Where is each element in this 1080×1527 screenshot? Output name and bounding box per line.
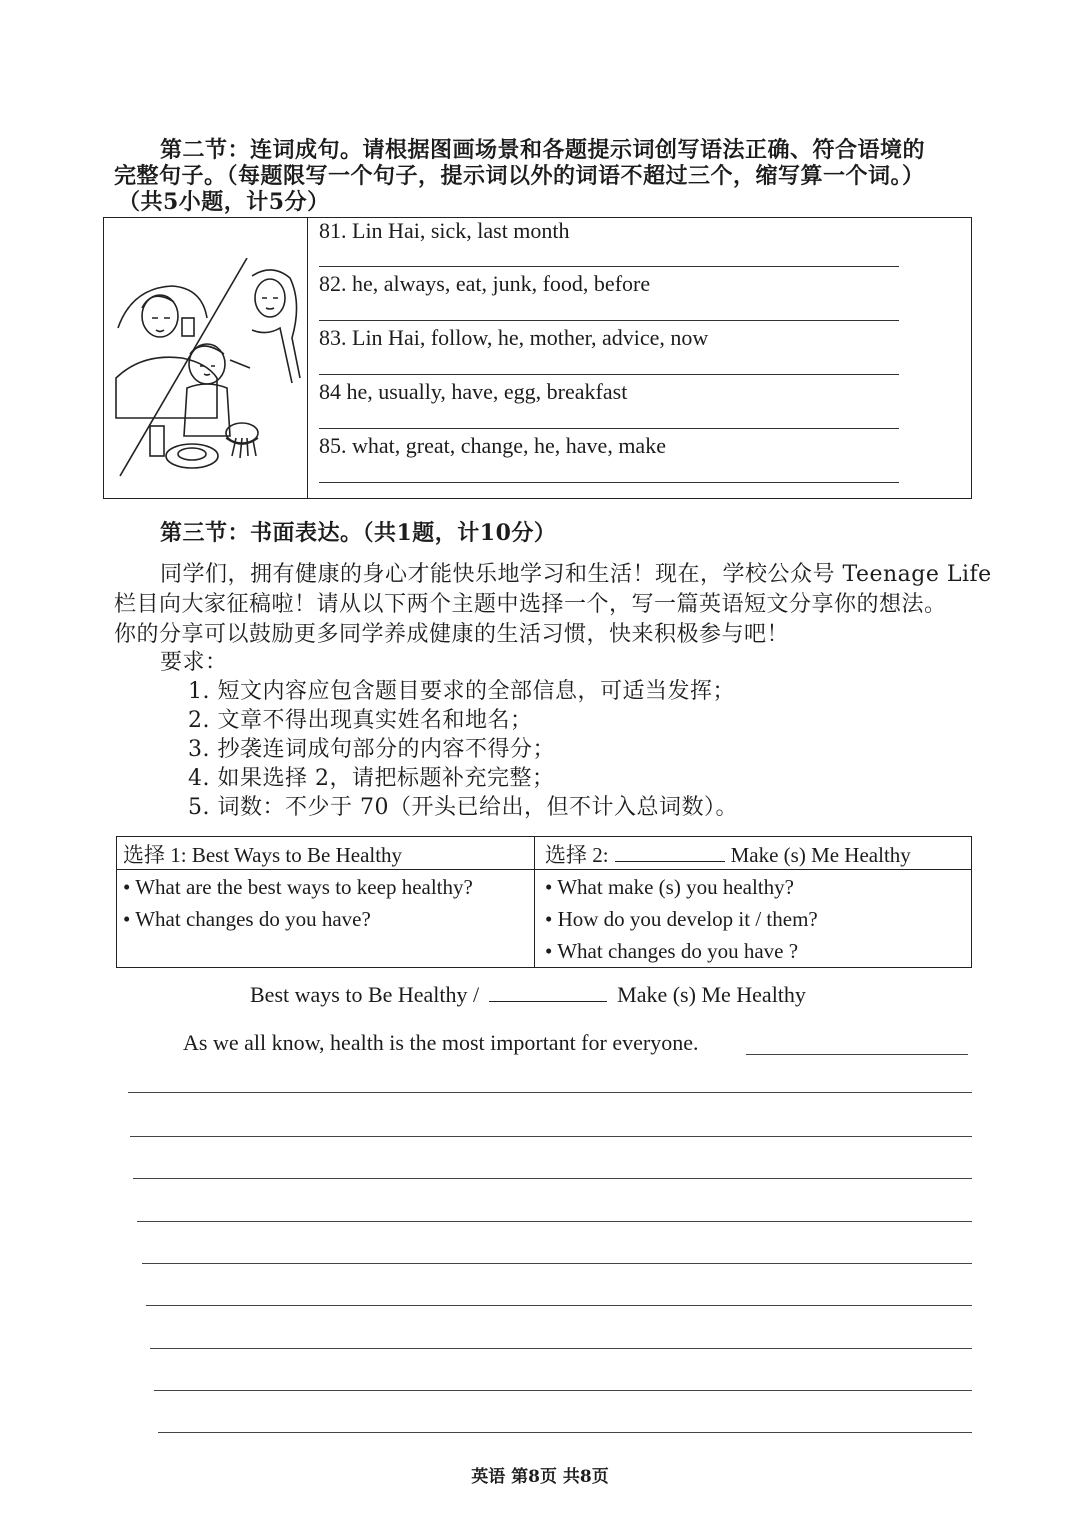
choice2-point-2: • How do you develop it / them?	[545, 907, 818, 931]
writing-line[interactable]	[137, 1221, 972, 1222]
section3-intro-line3: 你的分享可以鼓励更多同学养成健康的生活习惯，快来积极参与吧！	[114, 622, 790, 647]
choice1-point-2: • What changes do you have?	[123, 907, 371, 931]
page-footer: 英语 第8页 共8页	[471, 1467, 609, 1487]
section2-heading-line3: （共5小题，计5分）	[118, 189, 330, 215]
prompt-84: 84 he, usually, have, egg, breakfast	[319, 379, 628, 404]
choice2-title	[545, 839, 911, 869]
requirement-2: 2. 文章不得出现真实姓名和地名；	[188, 708, 533, 733]
answer-line-84[interactable]	[319, 428, 899, 429]
essay-title	[250, 982, 806, 1008]
section3-intro-line1: 同学们，拥有健康的身心才能快乐地学习和生活！现在，学校公众号 Teenage Life	[160, 562, 992, 587]
requirement-1: 1. 短文内容应包含题目要求的全部信息，可适当发挥；	[188, 679, 735, 704]
table-header-divider	[117, 869, 971, 870]
prompt-81: 81. Lin Hai, sick, last month	[319, 218, 570, 243]
section3-intro-line2: 栏目向大家征稿啦！请从以下两个主题中选择一个，写一篇英语短文分享你的想法。	[114, 592, 947, 617]
choice2-title-prefix: 选择 2:	[545, 843, 609, 867]
answer-line-81[interactable]	[319, 266, 899, 267]
prompt-83: 83. Lin Hai, follow, he, mother, advice, now	[319, 325, 709, 350]
essay-title-right: Make (s) Me Healthy	[617, 982, 806, 1007]
writing-line[interactable]	[142, 1263, 972, 1264]
prompt-82: 82. he, always, eat, junk, food, before	[319, 271, 651, 296]
writing-line[interactable]	[133, 1178, 972, 1179]
table-column-divider	[534, 837, 535, 967]
writing-line[interactable]	[130, 1136, 972, 1137]
section3-heading: 第三节：书面表达。（共1题，计10分）	[160, 520, 557, 546]
essay-opening-sentence: As we all know, health is the most important for everyone.	[183, 1030, 699, 1055]
choice2-point-1: • What make (s) you healthy?	[545, 875, 794, 899]
requirement-4: 4. 如果选择 2，请把标题补充完整；	[188, 766, 555, 791]
essay-title-left: Best ways to Be Healthy /	[250, 982, 480, 1007]
answer-line-83[interactable]	[319, 374, 899, 375]
answer-line-82[interactable]	[319, 320, 899, 321]
choice1-title: 选择 1: Best Ways to Be Healthy	[123, 843, 403, 867]
section2-heading-line1: 第二节：连词成句。请根据图画场景和各题提示词创写语法正确、符合语境的	[160, 137, 926, 163]
choice1-point-1: • What are the best ways to keep healthy?	[123, 875, 473, 899]
writing-line[interactable]	[146, 1305, 972, 1306]
prompt-85: 85. what, great, change, he, have, make	[319, 433, 666, 458]
requirement-3: 3. 抄袭连词成句部分的内容不得分；	[188, 737, 555, 762]
requirements-label: 要求：	[160, 650, 228, 675]
requirement-5: 5. 词数：不少于 70（开头已给出，但不计入总词数）。	[188, 795, 738, 820]
writing-line[interactable]	[128, 1092, 972, 1093]
essay-title-blank[interactable]	[489, 983, 607, 1002]
writing-line[interactable]	[150, 1348, 972, 1349]
sentence-building-box	[103, 217, 972, 499]
choice2-point-3: • What changes do you have ?	[545, 939, 799, 963]
writing-line[interactable]	[154, 1390, 972, 1391]
topic-choice-table	[116, 836, 972, 968]
writing-line[interactable]	[158, 1432, 972, 1433]
choice2-title-suffix: Make (s) Me Healthy	[730, 843, 911, 867]
answer-line-85[interactable]	[319, 482, 899, 483]
choice2-title-blank[interactable]	[615, 843, 725, 862]
box-divider	[307, 218, 308, 498]
writing-line-first[interactable]	[746, 1054, 968, 1055]
section2-heading-line2: 完整句子。（每题限写一个句子，提示词以外的词语不超过三个，缩写算一个词。）	[114, 163, 925, 189]
illustration-sick-boy-and-mother	[112, 258, 302, 483]
